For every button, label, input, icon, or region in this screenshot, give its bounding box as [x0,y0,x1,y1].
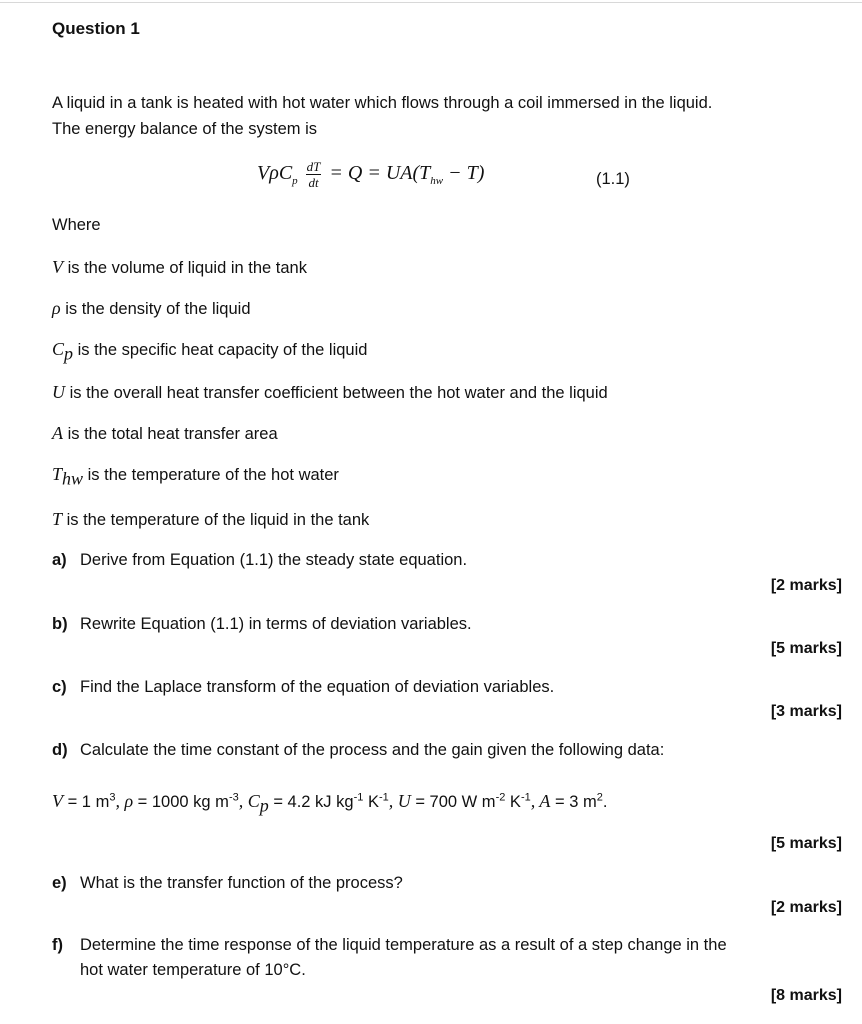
data-cp-mid: K [363,793,379,811]
top-border [0,2,862,3]
eq-frac-den: dt [308,175,319,190]
part-text: Calculate the time constant of the process and the gain given the following data: [80,741,665,759]
definition-heat-capacity [52,339,367,364]
def-text: is the overall heat transfer coefficient between the hot water and the liquid [65,384,608,402]
part-f-line-2: hot water temperature of 10°C. [80,961,306,979]
def-text: is the specific heat capacity of the liquid [73,341,368,359]
data-a-symbol: , A [530,791,551,811]
part-c-marks: [3 marks] [770,703,842,720]
data-a-value: = 3 m [550,793,597,811]
def-text: is the total heat transfer area [63,425,278,443]
data-u-exp2: -1 [520,791,531,804]
part-b [52,615,472,634]
part-b-marks: [5 marks] [770,640,842,657]
intro-line-2: The energy balance of the system is [52,120,318,138]
data-end: . [602,793,608,811]
data-u-exp1: -2 [495,791,506,804]
part-label: f) [52,936,63,954]
part-e [52,874,403,893]
def-symbol: U [52,382,65,402]
part-d [52,741,664,760]
part-label: c) [52,678,67,696]
part-d-marks: [5 marks] [770,835,842,852]
part-e-marks: [2 marks] [770,899,842,916]
where-label: Where [52,216,101,234]
intro-line-1: A liquid in a tank is heated with hot water which flows through a coil immersed in the liquid. [52,94,713,112]
def-symbol: V [52,257,63,277]
data-rho-symbol: , ρ [115,791,134,811]
data-a-exp: 2 [596,791,603,804]
def-symbol: A [52,423,63,443]
def-symbol: ρ [52,298,61,318]
def-subscript: hw [62,468,84,489]
part-text: Derive from Equation (1.1) the steady state equation. [80,551,468,569]
eq-sub-hw: hw [430,175,444,188]
def-text: is the volume of liquid in the tank [63,259,307,277]
def-symbol: T [52,464,63,484]
data-cp-exp1: -1 [353,791,364,804]
def-subscript: p [64,343,74,364]
part-f [52,936,727,955]
data-cp-sub: p [259,795,269,816]
part-text: Determine the time response of the liquid temperature as a result of a step change in the [80,936,727,954]
part-c [52,678,554,697]
eq-lhs-sub: p [292,175,298,188]
definition-heat-transfer-coeff [52,382,608,403]
def-symbol: C [52,339,65,359]
part-label: e) [52,874,67,892]
eq-lhs: VρC [257,162,293,185]
equation-number: (1.1) [596,170,630,188]
def-text: is the temperature of the liquid in the tank [62,511,370,529]
data-cp-value: = 4.2 kJ kg [268,793,354,811]
eq-end: − T) [443,162,485,185]
definition-liquid-temp [52,509,369,530]
definition-volume [52,257,307,278]
definition-density [52,298,251,319]
data-cp-exp2: -1 [378,791,389,804]
definition-area [52,423,278,444]
data-v-value: = 1 m [63,793,110,811]
part-f-marks: [8 marks] [770,987,842,1004]
part-text: Rewrite Equation (1.1) in terms of deviation variables. [80,615,472,633]
part-text: What is the transfer function of the process? [80,874,403,892]
data-line [52,791,607,816]
part-label: d) [52,741,68,759]
part-a [52,551,467,570]
data-u-value: = 700 W m [410,793,496,811]
eq-middle: = Q = UA(T [329,162,431,185]
def-symbol: T [52,509,63,529]
data-u-symbol: , U [388,791,411,811]
part-label: b) [52,615,68,633]
definition-hot-water-temp [52,464,339,489]
data-rho-value: = 1000 kg m [133,793,229,811]
data-v-symbol: V [52,791,63,811]
eq-fraction [306,160,322,189]
part-a-marks: [2 marks] [770,577,842,594]
question-title: Question 1 [52,19,140,38]
data-rho-exp: -3 [228,791,239,804]
data-u-mid: K [505,793,521,811]
part-label: a) [52,551,67,569]
def-text: is the temperature of the hot water [83,466,339,484]
energy-balance-equation [257,160,484,189]
eq-frac-num: dT [306,159,321,174]
data-cp-symbol: , C [238,791,260,811]
def-text: is the density of the liquid [60,300,251,318]
data-v-exp: 3 [109,791,116,804]
part-text: Find the Laplace transform of the equation of deviation variables. [80,678,555,696]
